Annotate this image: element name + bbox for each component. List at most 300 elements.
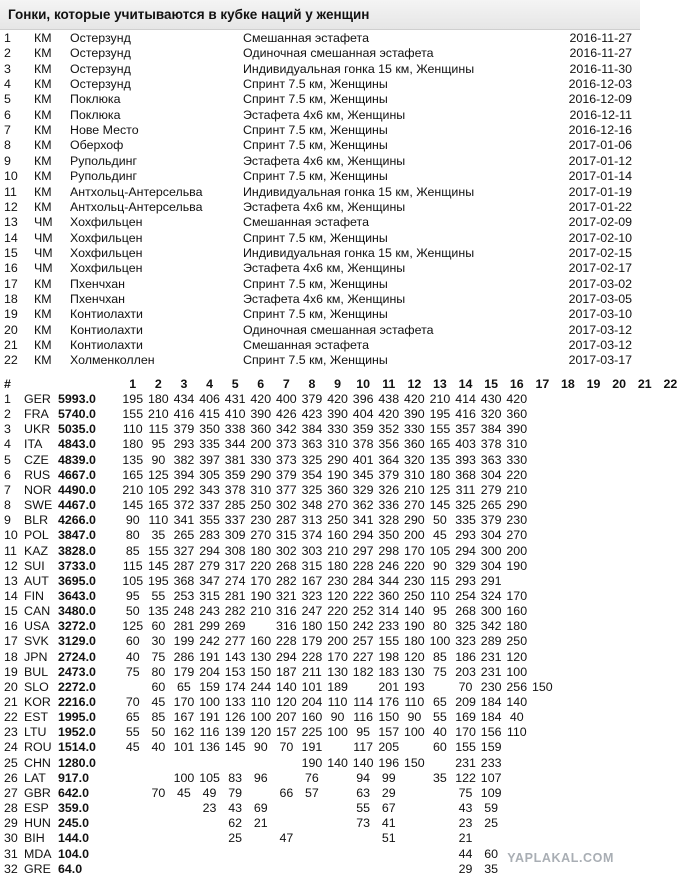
race-points: 393 — [455, 452, 476, 467]
race-points: 341 — [173, 513, 195, 528]
nation-total: 1952.0 — [58, 725, 96, 740]
race-points: 248 — [173, 604, 195, 619]
race-column-header: 1 — [129, 377, 137, 391]
race-points: 335 — [455, 513, 476, 528]
nation-total: 5740.0 — [58, 407, 96, 422]
race-points: 390 — [404, 407, 425, 422]
race-points: 254 — [455, 588, 476, 603]
race-column-header: 21 — [637, 377, 652, 391]
table-row — [0, 498, 640, 513]
table-row — [0, 513, 640, 528]
nation-total: 64.0 — [58, 861, 83, 876]
race-points: 70 — [151, 785, 166, 800]
race-points: 95 — [356, 725, 371, 740]
race-points: 145 — [224, 740, 246, 755]
race-name: Спринт 7.5 км, Женщины — [243, 123, 388, 138]
race-type: ЧМ — [34, 261, 53, 276]
race-points: 416 — [173, 407, 195, 422]
race-points: 310 — [327, 437, 348, 452]
race-points: 225 — [301, 725, 323, 740]
nation-rank: 2 — [4, 407, 11, 422]
race-points: 230 — [480, 679, 502, 694]
race-points: 200 — [250, 437, 272, 452]
nation-total: 1514.0 — [58, 740, 96, 755]
race-points: 133 — [224, 695, 246, 709]
race-points: 125 — [122, 619, 144, 634]
race-points: 60 — [433, 740, 447, 755]
table-row — [0, 559, 640, 574]
race-points: 379 — [301, 392, 323, 406]
nation-code: LTU — [24, 725, 47, 740]
race-points: 289 — [480, 634, 502, 649]
race-points: 99 — [381, 770, 396, 785]
race-points: 282 — [224, 604, 246, 619]
race-points: 330 — [250, 452, 272, 467]
nation-rank: 26 — [4, 770, 18, 785]
race-points: 390 — [327, 407, 348, 422]
race-points: 115 — [430, 573, 450, 588]
race-column-header: 15 — [484, 377, 499, 391]
race-points: 330 — [327, 422, 348, 437]
race-points: 286 — [173, 649, 195, 664]
race-name: Спринт 7.5 км, Женщины — [243, 92, 388, 107]
race-venue: Пхенчхан — [70, 291, 125, 306]
race-points: 360 — [250, 422, 272, 437]
race-points: 337 — [224, 513, 246, 528]
race-points: 190 — [506, 558, 528, 573]
race-type: КМ — [34, 123, 52, 138]
race-points: 115 — [122, 558, 143, 573]
race-points: 90 — [330, 710, 345, 725]
race-points: 49 — [202, 785, 217, 800]
nation-code: UKR — [24, 422, 51, 437]
race-points: 90 — [433, 558, 447, 573]
race-points: 62 — [228, 816, 243, 831]
race-points: 377 — [276, 482, 297, 497]
race-points: 308 — [224, 543, 246, 558]
race-points: 153 — [224, 664, 246, 679]
table-row — [0, 528, 640, 543]
nation-rank: 3 — [4, 422, 11, 437]
race-points: 182 — [352, 664, 374, 679]
nation-code: SWE — [24, 498, 53, 513]
race-points: 195 — [429, 407, 451, 422]
nation-rank: 24 — [4, 740, 18, 755]
race-points: 107 — [480, 770, 502, 785]
race-points: 328 — [378, 513, 400, 528]
race-points: 294 — [352, 528, 374, 543]
nation-code: CZE — [24, 452, 49, 467]
race-points: 341 — [352, 513, 374, 528]
race-points: 66 — [279, 785, 294, 800]
race-number: 20 — [4, 322, 18, 337]
race-points: 329 — [352, 482, 374, 497]
race-points: 114 — [353, 695, 374, 709]
race-points: 279 — [199, 558, 220, 573]
race-points: 29 — [381, 785, 396, 800]
race-type: КМ — [34, 153, 52, 168]
race-points: 180 — [148, 392, 169, 406]
race-column-header: 3 — [180, 377, 188, 391]
nation-total: 4467.0 — [58, 498, 96, 513]
race-date: 2017-03-12 — [568, 322, 632, 337]
race-points: 170 — [404, 543, 425, 558]
race-number: 6 — [4, 107, 11, 122]
race-points: 195 — [148, 573, 169, 588]
race-type: ЧМ — [34, 215, 53, 230]
race-points: 199 — [173, 634, 195, 649]
nation-total: 917.0 — [58, 770, 90, 785]
race-points: 220 — [250, 558, 272, 573]
race-points: 231 — [480, 649, 502, 664]
race-points: 140 — [506, 695, 528, 709]
race-points: 325 — [455, 619, 476, 634]
race-points: 101 — [301, 679, 323, 694]
race-points: 337 — [199, 498, 220, 513]
race-points: 100 — [404, 725, 425, 740]
race-points: 110 — [506, 725, 527, 740]
table-row — [0, 589, 640, 604]
race-points: 90 — [407, 710, 422, 725]
race-row — [0, 277, 640, 292]
nation-total: 642.0 — [58, 785, 90, 800]
race-points: 198 — [378, 649, 400, 664]
race-points: 233 — [480, 755, 502, 770]
race-points: 292 — [173, 482, 195, 497]
race-points: 410 — [224, 407, 246, 422]
race-points: 90 — [253, 740, 268, 755]
race-points: 155 — [122, 407, 144, 422]
race-points: 300 — [480, 604, 502, 619]
race-row — [0, 123, 640, 138]
race-type: КМ — [34, 276, 52, 291]
race-venue: Антхольц-Антерсельва — [70, 184, 203, 199]
race-points: 65 — [177, 679, 191, 694]
race-points: 90 — [125, 513, 140, 528]
race-points: 230 — [506, 513, 528, 528]
nation-rank: 31 — [4, 846, 18, 861]
race-points: 45 — [177, 785, 191, 800]
race-points: 384 — [480, 422, 502, 437]
race-points: 40 — [125, 649, 140, 664]
nation-rank: 1 — [4, 392, 11, 406]
table-row — [0, 665, 640, 680]
race-points: 277 — [224, 634, 246, 649]
race-points: 325 — [301, 452, 323, 467]
race-type: КМ — [34, 353, 52, 368]
race-number: 22 — [4, 353, 18, 368]
race-points: 360 — [404, 437, 425, 452]
race-points: 75 — [125, 664, 140, 679]
race-row — [0, 323, 640, 338]
nation-rank: 10 — [4, 528, 18, 543]
race-points: 352 — [378, 422, 400, 437]
race-points: 253 — [173, 588, 195, 603]
race-points: 95 — [125, 588, 140, 603]
race-points: 210 — [122, 482, 144, 497]
race-points: 426 — [276, 407, 297, 422]
race-type: КМ — [34, 169, 52, 184]
race-points: 150 — [532, 679, 553, 694]
nation-rank: 6 — [4, 467, 11, 482]
race-points: 394 — [173, 467, 195, 482]
race-points: 180 — [122, 437, 144, 452]
nation-code: SVK — [24, 634, 49, 649]
table-row — [0, 574, 640, 589]
race-points: 350 — [378, 528, 400, 543]
race-points: 23 — [458, 816, 473, 831]
race-points: 35 — [484, 861, 499, 876]
race-points: 170 — [327, 649, 348, 664]
race-points: 268 — [276, 558, 297, 573]
race-points: 100 — [429, 634, 451, 649]
nation-rank: 30 — [4, 831, 18, 846]
race-points: 180 — [506, 619, 528, 634]
race-row — [0, 185, 640, 200]
race-points: 379 — [173, 422, 195, 437]
race-points: 143 — [224, 649, 246, 664]
race-points: 47 — [279, 831, 294, 846]
race-points: 203 — [455, 664, 476, 679]
race-points: 338 — [224, 422, 246, 437]
race-points: 230 — [404, 573, 425, 588]
race-points: 336 — [378, 498, 400, 513]
race-points: 100 — [250, 710, 272, 725]
race-number: 8 — [4, 138, 11, 153]
race-points: 145 — [148, 558, 169, 573]
race-points: 231 — [480, 664, 502, 679]
race-type: КМ — [34, 46, 52, 61]
race-number: 13 — [4, 215, 18, 230]
nation-total: 4266.0 — [58, 513, 96, 528]
nation-code: JPN — [24, 649, 48, 664]
race-points: 29 — [458, 861, 473, 876]
race-name: Индивидуальная гонка 15 км, Женщины — [243, 245, 475, 260]
race-name: Смешанная эстафета — [243, 215, 369, 230]
nation-rank: 29 — [4, 816, 18, 831]
race-date: 2017-03-02 — [568, 276, 632, 291]
race-points: 105 — [148, 482, 169, 497]
race-points: 350 — [199, 422, 220, 437]
race-points: 180 — [429, 467, 451, 482]
race-points: 420 — [327, 392, 348, 406]
nation-code: NOR — [24, 482, 52, 497]
race-points: 378 — [224, 482, 246, 497]
race-points: 293 — [455, 528, 476, 543]
race-row — [0, 353, 640, 368]
race-points: 165 — [429, 437, 451, 452]
race-points: 373 — [276, 437, 297, 452]
race-points: 335 — [199, 437, 220, 452]
race-venue: Пхенчхан — [70, 276, 125, 291]
race-points: 95 — [433, 604, 447, 619]
race-points: 180 — [327, 558, 348, 573]
race-points: 75 — [151, 649, 166, 664]
race-points: 57 — [305, 785, 319, 800]
table-row — [0, 634, 640, 649]
race-date: 2016-12-11 — [569, 107, 632, 122]
table-row — [0, 786, 640, 801]
race-number: 10 — [4, 169, 18, 184]
race-number: 4 — [4, 77, 11, 92]
race-points: 423 — [301, 407, 323, 422]
nation-total: 3695.0 — [58, 573, 96, 588]
race-points: 55 — [356, 801, 371, 816]
race-points: 130 — [327, 664, 348, 679]
race-points: 420 — [250, 392, 272, 406]
race-type: ЧМ — [34, 245, 53, 260]
race-number: 19 — [4, 307, 18, 322]
race-points: 90 — [151, 452, 166, 467]
table-row — [0, 453, 640, 468]
nation-total: 144.0 — [58, 831, 90, 846]
race-points: 368 — [455, 467, 476, 482]
nation-code: RUS — [24, 467, 51, 482]
race-name: Индивидуальная гонка 15 км, Женщины — [243, 61, 475, 76]
race-points: 284 — [352, 573, 374, 588]
race-points: 179 — [173, 664, 195, 679]
race-date: 2017-02-10 — [568, 230, 632, 245]
table-row — [0, 756, 640, 771]
race-points: 291 — [480, 573, 502, 588]
nation-code: AUT — [24, 573, 49, 588]
race-venue: Контиолахти — [70, 338, 143, 352]
race-points: 230 — [327, 573, 348, 588]
race-points: 105 — [199, 770, 220, 785]
race-points: 314 — [378, 604, 400, 619]
race-points: 190 — [327, 467, 348, 482]
race-points: 274 — [224, 573, 246, 588]
nation-total: 2473.0 — [58, 664, 96, 679]
race-points: 287 — [276, 513, 297, 528]
race-points: 187 — [276, 664, 297, 679]
race-number: 5 — [4, 92, 11, 107]
race-points: 325 — [301, 482, 323, 497]
race-points: 304 — [480, 467, 502, 482]
race-type: КМ — [34, 61, 52, 76]
race-number: 11 — [4, 184, 17, 199]
race-points: 55 — [433, 710, 447, 725]
race-points: 162 — [173, 725, 195, 740]
race-points: 363 — [480, 452, 502, 467]
race-points: 355 — [199, 513, 220, 528]
race-points: 290 — [250, 467, 272, 482]
race-points: 45 — [433, 528, 447, 543]
race-points: 379 — [276, 467, 297, 482]
race-points: 321 — [276, 588, 297, 603]
race-points: 390 — [506, 422, 528, 437]
nation-total: 245.0 — [58, 816, 90, 831]
race-points: 110 — [148, 513, 169, 528]
race-points: 431 — [224, 392, 246, 406]
race-points: 159 — [480, 740, 502, 755]
race-points: 316 — [276, 619, 297, 634]
race-points: 305 — [199, 467, 220, 482]
nation-rank: 19 — [4, 664, 18, 679]
race-points: 135 — [122, 452, 144, 467]
race-points: 95 — [151, 437, 166, 452]
race-points: 96 — [253, 770, 268, 785]
nation-total: 5035.0 — [58, 422, 96, 437]
race-points: 63 — [356, 785, 371, 800]
race-points: 60 — [125, 634, 140, 649]
race-date: 2017-02-09 — [568, 215, 632, 230]
table-row — [0, 650, 640, 665]
race-points: 40 — [151, 740, 166, 755]
race-points: 195 — [122, 392, 144, 406]
table-row — [0, 392, 640, 407]
race-points: 222 — [352, 588, 374, 603]
race-points: 94 — [356, 770, 371, 785]
race-date: 2017-03-10 — [568, 307, 632, 322]
race-points: 65 — [433, 695, 447, 709]
race-row — [0, 200, 640, 215]
race-points: 155 — [378, 634, 400, 649]
race-points: 390 — [250, 407, 272, 422]
nation-total: 104.0 — [58, 846, 90, 861]
race-points: 70 — [458, 679, 473, 694]
race-points: 184 — [480, 695, 502, 709]
race-name: Смешанная эстафета — [243, 31, 369, 45]
race-points: 281 — [224, 588, 246, 603]
race-points: 109 — [480, 785, 502, 800]
race-points: 378 — [352, 437, 374, 452]
nation-rank: 21 — [4, 695, 18, 709]
race-points: 65 — [125, 710, 140, 725]
race-points: 228 — [301, 649, 323, 664]
race-points: 404 — [352, 407, 374, 422]
nation-total: 1995.0 — [58, 710, 96, 725]
race-points: 343 — [199, 482, 220, 497]
race-points: 130 — [404, 664, 425, 679]
race-points: 155 — [429, 422, 451, 437]
nation-rank: 25 — [4, 755, 18, 770]
race-date: 2017-01-14 — [568, 169, 632, 184]
race-points: 243 — [199, 604, 220, 619]
race-points: 205 — [378, 740, 400, 755]
race-points: 140 — [276, 679, 297, 694]
race-row — [0, 261, 640, 276]
race-points: 125 — [148, 467, 169, 482]
race-points: 209 — [455, 695, 476, 709]
race-points: 156 — [480, 725, 502, 740]
race-points: 67 — [381, 801, 396, 816]
race-points: 270 — [404, 498, 425, 513]
race-points: 136 — [199, 740, 220, 755]
race-points: 180 — [250, 543, 272, 558]
race-points: 110 — [250, 695, 271, 709]
race-points: 374 — [301, 528, 323, 543]
race-points: 70 — [279, 740, 294, 755]
race-points: 204 — [301, 695, 323, 709]
race-type: ЧМ — [34, 230, 53, 245]
race-points: 290 — [404, 513, 425, 528]
race-column-header: 6 — [257, 377, 265, 391]
race-row — [0, 292, 640, 307]
race-row — [0, 231, 640, 246]
race-points: 303 — [301, 543, 323, 558]
race-points: 116 — [353, 710, 374, 725]
race-date: 2016-11-30 — [569, 61, 632, 76]
race-points: 165 — [148, 498, 169, 513]
race-number: 18 — [4, 291, 18, 306]
race-points: 60 — [151, 619, 166, 634]
table-row — [0, 740, 640, 755]
race-row — [0, 62, 640, 77]
race-points: 75 — [458, 785, 473, 800]
race-name: Спринт 7.5 км, Женщины — [243, 276, 388, 291]
race-points: 400 — [276, 392, 297, 406]
